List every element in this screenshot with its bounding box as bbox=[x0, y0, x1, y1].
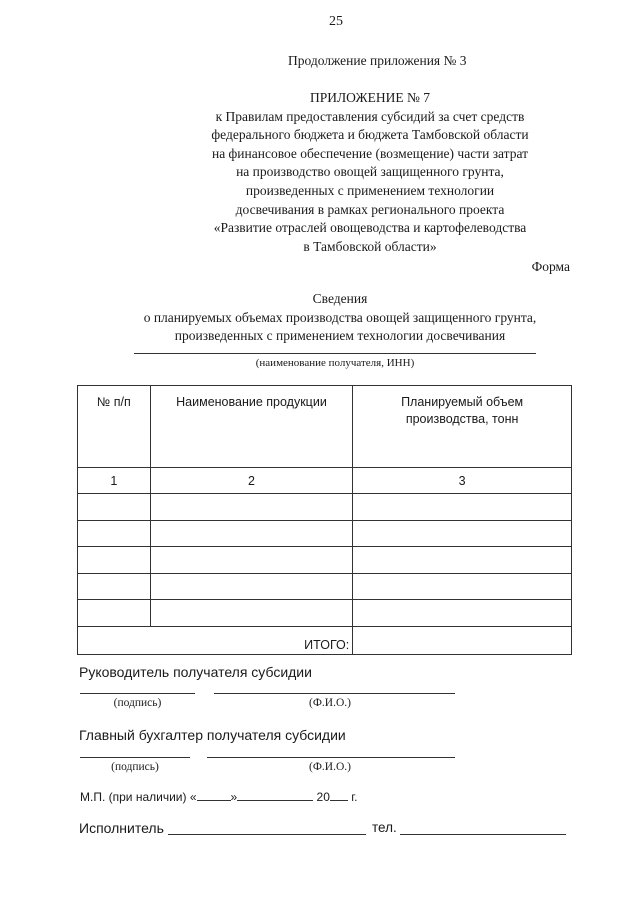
appendix-line: на производство овощей защищенного грунта, bbox=[236, 164, 504, 180]
header-number: № п/п bbox=[78, 386, 151, 468]
table-cell[interactable] bbox=[150, 547, 352, 574]
info-title: Сведения bbox=[312, 291, 368, 306]
total-row bbox=[78, 626, 572, 654]
year-prefix: 20 bbox=[316, 790, 330, 804]
table-row bbox=[78, 520, 572, 547]
table-row bbox=[78, 547, 572, 574]
form-label: Форма bbox=[531, 259, 570, 274]
year-field[interactable] bbox=[330, 790, 348, 801]
column-number: 1 bbox=[78, 468, 151, 494]
table-row bbox=[78, 494, 572, 521]
info-line: произведенных с применением технологии досвечивания bbox=[174, 328, 506, 343]
column-number: 2 bbox=[150, 468, 352, 494]
phone-field[interactable] bbox=[400, 834, 566, 835]
appendix-line: «Развитие отраслей овощеводства и картофелеводства bbox=[213, 220, 527, 236]
table-cell[interactable] bbox=[150, 600, 352, 627]
quote-close: » bbox=[230, 790, 238, 804]
head-signature-field[interactable] bbox=[80, 693, 195, 694]
phone-label: тел. bbox=[372, 820, 397, 835]
table-cell[interactable] bbox=[150, 520, 352, 547]
table-cell[interactable] bbox=[78, 573, 151, 600]
page-number: 25 bbox=[329, 14, 343, 29]
info-heading bbox=[100, 290, 580, 346]
table-cell[interactable] bbox=[78, 494, 151, 521]
table-cell[interactable] bbox=[353, 573, 572, 600]
appendix-line: в Тамбовской области» bbox=[303, 238, 437, 254]
table-row bbox=[78, 573, 572, 600]
executor-label: Исполнитель bbox=[79, 820, 164, 836]
head-fio-field[interactable] bbox=[214, 693, 455, 694]
header-product: Наименование продукции bbox=[150, 386, 352, 468]
table-cell[interactable] bbox=[78, 600, 151, 627]
appendix-line: федерального бюджета и бюджета Тамбовской области bbox=[211, 127, 529, 143]
table-cell[interactable] bbox=[150, 573, 352, 600]
month-field[interactable] bbox=[237, 790, 313, 801]
table-cell[interactable] bbox=[78, 547, 151, 574]
total-label: ИТОГО: bbox=[78, 626, 353, 654]
total-value-cell[interactable] bbox=[353, 626, 572, 654]
fio-caption: (Ф.И.О.) bbox=[309, 761, 351, 773]
appendix-line: досвечивания в рамках регионального проекта bbox=[235, 201, 505, 217]
signature-caption: (подпись) bbox=[111, 761, 159, 773]
column-numbers-row bbox=[78, 468, 572, 494]
appendix-line: на финансовое обеспечение (возмещение) части затрат bbox=[211, 145, 529, 161]
header-volume: Планируемый объем производства, тонн bbox=[353, 386, 572, 468]
continuation-note: Продолжение приложения № 3 bbox=[288, 53, 467, 68]
stamp-date-line bbox=[80, 790, 357, 804]
head-signature-title: Руководитель получателя субсидии bbox=[79, 664, 312, 680]
recipient-name-field[interactable] bbox=[134, 353, 536, 354]
column-number: 3 bbox=[353, 468, 572, 494]
accountant-signature-field[interactable] bbox=[80, 757, 190, 758]
appendix-line: к Правилам предоставления субсидий за счет средств bbox=[215, 108, 525, 124]
appendix-line: произведенных с применением технологии bbox=[245, 182, 495, 198]
stamp-label: М.П. (при наличии) « bbox=[80, 790, 197, 804]
table-cell[interactable] bbox=[150, 494, 352, 521]
table-cell[interactable] bbox=[353, 547, 572, 574]
year-suffix: г. bbox=[351, 790, 358, 804]
table-cell[interactable] bbox=[353, 520, 572, 547]
day-field[interactable] bbox=[197, 790, 231, 801]
accountant-fio-field[interactable] bbox=[207, 757, 455, 758]
table-row bbox=[78, 600, 572, 627]
recipient-caption: (наименование получателя, ИНН) bbox=[255, 357, 415, 369]
executor-field[interactable] bbox=[168, 834, 366, 835]
table-header-row bbox=[78, 386, 572, 468]
table-cell[interactable] bbox=[78, 520, 151, 547]
appendix-header bbox=[170, 89, 570, 256]
fio-caption: (Ф.И.О.) bbox=[309, 697, 351, 709]
appendix-title: ПРИЛОЖЕНИЕ № 7 bbox=[309, 90, 431, 105]
table-cell[interactable] bbox=[353, 600, 572, 627]
signature-caption: (подпись) bbox=[113, 697, 162, 709]
products-table bbox=[77, 385, 572, 655]
accountant-signature-title: Главный бухгалтер получателя субсидии bbox=[79, 727, 346, 743]
table-cell[interactable] bbox=[353, 494, 572, 521]
info-line: о планируемых объемах производства овощей защищенного грунта, bbox=[143, 309, 537, 325]
